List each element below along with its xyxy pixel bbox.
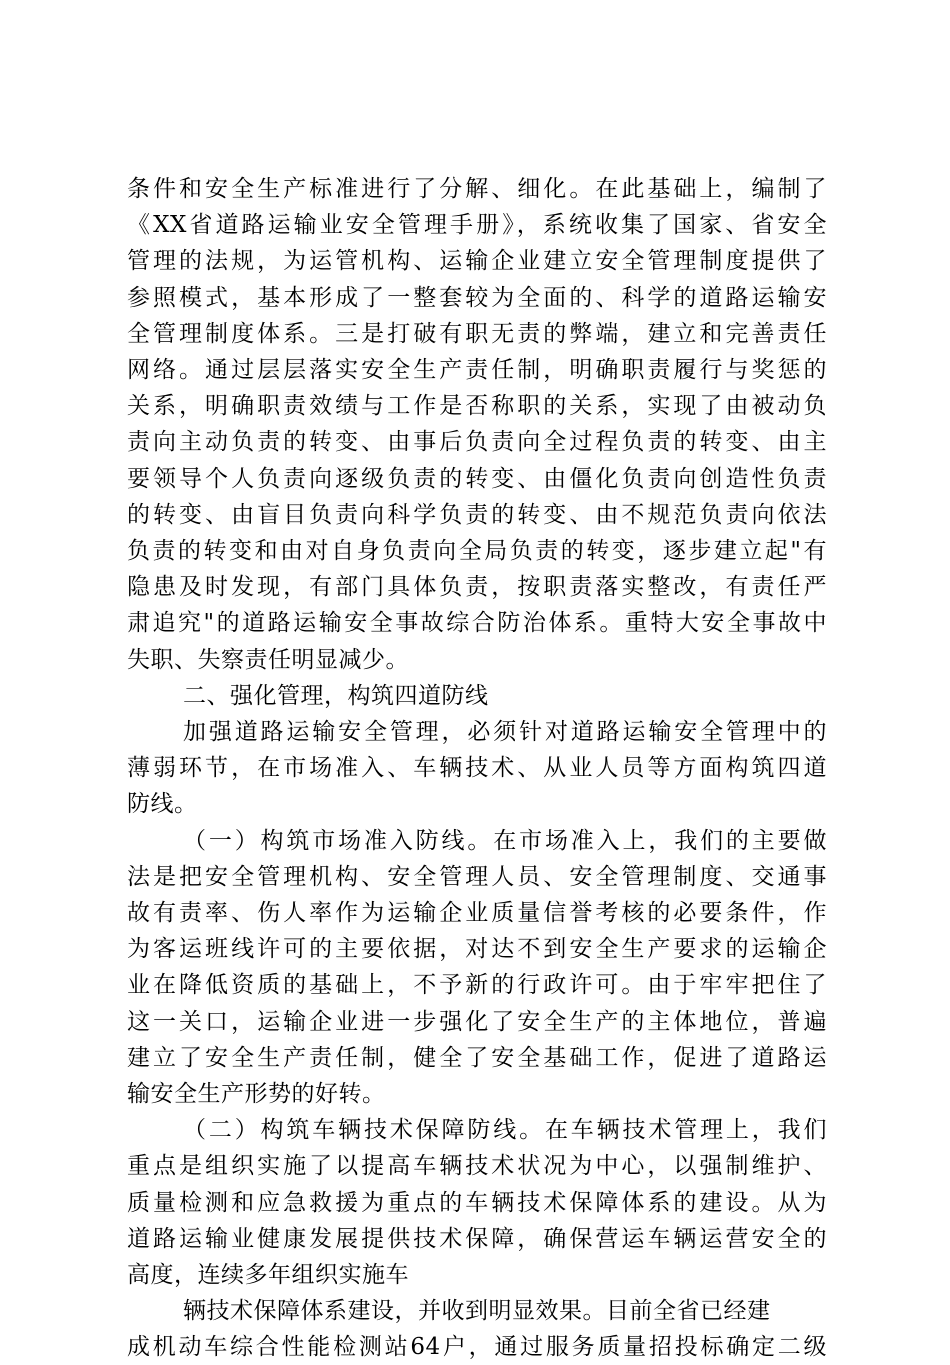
- text-line: （一）构筑市场准入防线。在市场准入上，我们的主要做: [183, 828, 827, 854]
- text-line: 法是把安全管理机构、安全管理人员、安全管理制度、交通事: [127, 864, 827, 890]
- text-line: 要领导个人负责向逐级负责的转变、由僵化负责向创造性负责: [127, 466, 827, 492]
- text-line: 为客运班线许可的主要依据，对达不到安全生产要求的运输企: [127, 936, 827, 962]
- text-line: 管理的法规，为运管机构、运输企业建立安全管理制度提供了: [127, 248, 827, 274]
- text-line: 输安全生产形势的好转。: [127, 1081, 386, 1107]
- text-line: 全管理制度体系。三是打破有职无责的弊端，建立和完善责任: [127, 321, 827, 347]
- text-line: 成机动车综合性能检测站64户，通过服务质量招投标确定二级: [127, 1334, 827, 1360]
- text-line: （二）构筑车辆技术保障防线。在车辆技术管理上，我们: [183, 1117, 827, 1143]
- text-line: 的转变、由盲目负责向科学负责的转变、由不规范负责向依法: [127, 502, 827, 528]
- text-line: 失职、失察责任明显减少。: [127, 647, 409, 673]
- text-line: 责向主动负责的转变、由事后负责向全过程负责的转变、由主: [127, 429, 827, 455]
- text-line: 关系，明确职责效绩与工作是否称职的关系，实现了由被动负: [127, 393, 827, 419]
- text-line: 质量检测和应急救援为重点的车辆技术保障体系的建设。从为: [127, 1190, 827, 1216]
- text-line: 隐患及时发现，有部门具体负责，按职责落实整改，有责任严: [127, 574, 827, 600]
- text-line: 加强道路运输安全管理，必须针对道路运输安全管理中的: [183, 719, 827, 745]
- text-line: 参照模式，基本形成了一整套较为全面的、科学的道路运输安: [127, 285, 827, 311]
- text-line: 业在降低资质的基础上，不予新的行政许可。由于牢牢把住了: [127, 972, 827, 998]
- text-line: 防线。: [127, 791, 198, 817]
- text-line: 建立了安全生产责任制，健全了安全基础工作，促进了道路运: [127, 1045, 827, 1071]
- text-line: 《XX省道路运输业安全管理手册》，系统收集了国家、省安全: [127, 212, 827, 238]
- text-line: 高度，连续多年组织实施车: [127, 1262, 409, 1288]
- text-line: 网络。通过层层落实安全生产责任制，明确职责履行与奖惩的: [127, 357, 827, 383]
- text-line: 重点是组织实施了以提高车辆技术状况为中心，以强制维护、: [127, 1153, 827, 1179]
- text-line: 道路运输业健康发展提供技术保障，确保营运车辆运营安全的: [127, 1226, 827, 1252]
- text-line: 肃追究"的道路运输安全事故综合防治体系。重特大安全事故中: [127, 610, 827, 636]
- text-line: 条件和安全生产标准进行了分解、细化。在此基础上，编制了: [127, 176, 827, 202]
- text-line: 辆技术保障体系建设，并收到明显效果。目前全省已经建: [183, 1298, 771, 1324]
- text-line: 薄弱环节，在市场准入、车辆技术、从业人员等方面构筑四道: [127, 755, 827, 781]
- text-line: 负责的转变和由对自身负责向全局负责的转变，逐步建立起"有: [127, 538, 827, 564]
- section-heading: 二、强化管理，构筑四道防线: [183, 683, 489, 709]
- text-line: 故有责率、伤人率作为运输企业质量信誉考核的必要条件，作: [127, 900, 827, 926]
- text-line: 这一关口，运输企业进一步强化了安全生产的主体地位，普遍: [127, 1009, 827, 1035]
